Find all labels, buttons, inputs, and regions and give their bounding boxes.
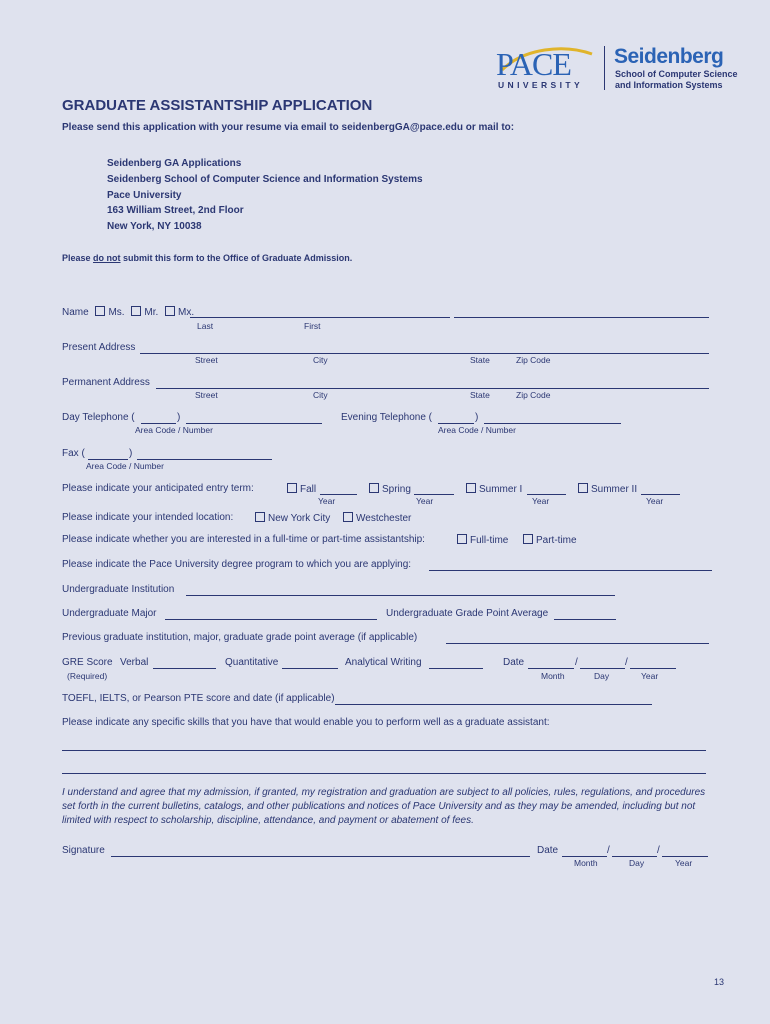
address-line-1: Seidenberg GA Applications bbox=[107, 158, 242, 169]
permanent-state-caption: State bbox=[470, 390, 490, 400]
day-phone-label: Day Telephone ( bbox=[62, 412, 135, 423]
summer1-label: Summer I bbox=[479, 484, 523, 495]
spring-checkbox[interactable] bbox=[369, 483, 379, 493]
part-time-checkbox[interactable] bbox=[523, 534, 533, 544]
gre-quant-label: Quantitative bbox=[225, 657, 279, 668]
fax-number-field[interactable] bbox=[137, 447, 272, 460]
signature-label: Signature bbox=[62, 845, 105, 856]
signature-year-field[interactable] bbox=[662, 844, 708, 857]
pace-wordmark: PACE bbox=[496, 46, 571, 82]
ug-gpa-label: Undergraduate Grade Point Average bbox=[386, 608, 549, 619]
gre-slash-2: / bbox=[625, 657, 628, 668]
pace-logo bbox=[494, 44, 594, 90]
ug-major-field[interactable] bbox=[165, 607, 377, 620]
full-time-checkbox[interactable] bbox=[457, 534, 467, 544]
degree-field[interactable] bbox=[429, 558, 712, 571]
spring-year-field[interactable] bbox=[414, 482, 454, 495]
degree-label: Please indicate the Pace University degree program to which you are applying: bbox=[62, 559, 412, 570]
gre-month-caption: Month bbox=[541, 671, 565, 681]
gre-month-field[interactable] bbox=[528, 656, 574, 669]
mx-label: Mx. bbox=[178, 307, 195, 318]
signature-date-label: Date bbox=[537, 845, 559, 856]
summer1-year-field[interactable] bbox=[527, 482, 566, 495]
last-name-field[interactable] bbox=[190, 305, 450, 318]
present-state-caption: State bbox=[470, 355, 490, 365]
notice-post: submit this form to the Office of Graduate Admission. bbox=[120, 253, 353, 263]
fall-checkbox[interactable] bbox=[287, 483, 297, 493]
signature-field[interactable] bbox=[111, 844, 530, 857]
agreement-text: I understand and agree that my admission, if granted, my registration and graduation are subject to all policies, rules, regulations, and procedures set forth in the current bulletins, catalogs, and other publications and notices of Pace University and as they may be amended, including but not limited with respect to scholarship, discipline, attendance, and payment or abatement of fees. bbox=[62, 787, 706, 826]
seidenberg-wordmark: Seidenberg bbox=[614, 45, 724, 68]
gre-required-caption: (Required) bbox=[67, 671, 108, 681]
location-label: Please indicate your intended location: bbox=[62, 512, 234, 523]
gre-day-field[interactable] bbox=[580, 656, 625, 669]
summer2-option bbox=[578, 483, 637, 495]
intro-text: Please send this application with your resume via email to seidenbergGA@pace.edu or mail to: bbox=[62, 122, 515, 133]
skills-label: Please indicate any specific skills that you have that would enable you to perform well as a graduate assistant: bbox=[62, 717, 550, 728]
first-caption: First bbox=[304, 321, 321, 331]
permanent-address-label: Permanent Address bbox=[62, 377, 150, 388]
gre-writing-field[interactable] bbox=[429, 656, 483, 669]
fall-label: Fall bbox=[300, 484, 317, 495]
gre-verbal-label: Verbal bbox=[120, 657, 149, 668]
logo-divider bbox=[604, 46, 605, 90]
evening-phone-caption: Area Code / Number bbox=[438, 425, 516, 435]
summer1-option bbox=[466, 483, 522, 495]
summer2-label: Summer II bbox=[591, 484, 638, 495]
fall-year-field[interactable] bbox=[320, 482, 357, 495]
signature-slash-2: / bbox=[657, 845, 660, 856]
spring-label: Spring bbox=[382, 484, 411, 495]
signature-month-field[interactable] bbox=[562, 844, 607, 857]
gre-label: GRE Score bbox=[62, 657, 113, 668]
fall-option bbox=[287, 483, 316, 495]
summer2-checkbox[interactable] bbox=[578, 483, 588, 493]
address-line-3: Pace University bbox=[107, 190, 182, 201]
gre-writing-label: Analytical Writing bbox=[345, 657, 422, 668]
evening-phone-paren: ) bbox=[475, 412, 479, 423]
summer2-year-caption: Year bbox=[646, 496, 664, 506]
prev-grad-field[interactable] bbox=[446, 631, 709, 644]
mr-label: Mr. bbox=[144, 307, 159, 318]
part-time-label: Part-time bbox=[536, 535, 577, 546]
skills-field-line-2[interactable] bbox=[62, 761, 706, 774]
gre-date-label: Date bbox=[503, 657, 525, 668]
first-name-field[interactable] bbox=[454, 305, 709, 318]
signature-year-caption: Year bbox=[675, 858, 693, 868]
page-number: 13 bbox=[714, 977, 725, 987]
nyc-option bbox=[255, 512, 330, 524]
summer1-year-caption: Year bbox=[532, 496, 550, 506]
present-street-caption: Street bbox=[195, 355, 218, 365]
fax-label: Fax ( bbox=[62, 448, 85, 459]
ug-institution-label: Undergraduate Institution bbox=[62, 584, 175, 595]
fax-caption: Area Code / Number bbox=[86, 461, 164, 471]
name-label: Name bbox=[62, 307, 89, 318]
westchester-option bbox=[343, 512, 411, 524]
gre-verbal-field[interactable] bbox=[153, 656, 216, 669]
name-row bbox=[62, 306, 194, 318]
day-phone-number-field[interactable] bbox=[186, 411, 322, 424]
evening-phone-number-field[interactable] bbox=[484, 411, 621, 424]
prev-grad-label: Previous graduate institution, major, graduate grade point average (if applicable) bbox=[62, 632, 418, 643]
full-time-option bbox=[457, 534, 508, 546]
signature-day-caption: Day bbox=[629, 858, 645, 868]
signature-slash-1: / bbox=[607, 845, 610, 856]
permanent-city-caption: City bbox=[313, 390, 328, 400]
spring-option bbox=[369, 483, 411, 495]
fax-area-field[interactable] bbox=[88, 447, 128, 460]
permanent-zip-caption: Zip Code bbox=[516, 390, 551, 400]
notice-text bbox=[62, 253, 352, 263]
university-wordmark: UNIVERSITY bbox=[498, 80, 584, 90]
ms-label: Ms. bbox=[108, 307, 125, 318]
present-address-field[interactable] bbox=[140, 341, 709, 354]
day-phone-caption: Area Code / Number bbox=[135, 425, 213, 435]
present-zip-caption: Zip Code bbox=[516, 355, 551, 365]
gre-day-caption: Day bbox=[594, 671, 610, 681]
fall-year-caption: Year bbox=[318, 496, 336, 506]
signature-day-field[interactable] bbox=[612, 844, 657, 857]
mr-checkbox[interactable] bbox=[131, 306, 141, 316]
day-phone-area-field[interactable] bbox=[141, 411, 176, 424]
evening-phone-label: Evening Telephone ( bbox=[341, 412, 432, 423]
gre-year-caption: Year bbox=[641, 671, 659, 681]
evening-phone-area-field[interactable] bbox=[438, 411, 474, 424]
assistantship-label: Please indicate whether you are interested in a full-time or part-time assistantship: bbox=[62, 534, 425, 545]
address-line-2: Seidenberg School of Computer Science and Information Systems bbox=[107, 174, 423, 185]
fax-paren: ) bbox=[129, 448, 133, 459]
day-phone-paren: ) bbox=[177, 412, 181, 423]
full-time-label: Full-time bbox=[470, 535, 509, 546]
address-line-4: 163 William Street, 2nd Floor bbox=[107, 205, 244, 216]
ug-institution-field[interactable] bbox=[186, 583, 615, 596]
summer2-year-field[interactable] bbox=[641, 482, 680, 495]
gre-year-field[interactable] bbox=[630, 656, 676, 669]
nyc-checkbox[interactable] bbox=[255, 512, 265, 522]
school-subtitle-2: and Information Systems bbox=[615, 80, 723, 90]
ug-major-label: Undergraduate Major bbox=[62, 608, 157, 619]
toefl-field[interactable] bbox=[335, 692, 652, 705]
mx-checkbox[interactable] bbox=[165, 306, 175, 316]
gre-slash-1: / bbox=[575, 657, 578, 668]
present-address-label: Present Address bbox=[62, 342, 136, 353]
skills-field-line-1[interactable] bbox=[62, 738, 706, 751]
address-line-5: New York, NY 10038 bbox=[107, 221, 202, 232]
ms-checkbox[interactable] bbox=[95, 306, 105, 316]
ug-gpa-field[interactable] bbox=[554, 607, 616, 620]
summer1-checkbox[interactable] bbox=[466, 483, 476, 493]
nyc-label: New York City bbox=[268, 513, 331, 524]
permanent-address-field[interactable] bbox=[156, 376, 709, 389]
part-time-option bbox=[523, 534, 577, 546]
school-subtitle-1: School of Computer Science bbox=[615, 69, 738, 79]
gre-quant-field[interactable] bbox=[282, 656, 338, 669]
signature-month-caption: Month bbox=[574, 858, 598, 868]
last-caption: Last bbox=[197, 321, 214, 331]
spring-year-caption: Year bbox=[416, 496, 434, 506]
westchester-checkbox[interactable] bbox=[343, 512, 353, 522]
page-title: GRADUATE ASSISTANTSHIP APPLICATION bbox=[62, 97, 373, 114]
permanent-street-caption: Street bbox=[195, 390, 218, 400]
present-city-caption: City bbox=[313, 355, 328, 365]
notice-pre: Please bbox=[62, 253, 94, 263]
toefl-label: TOEFL, IELTS, or Pearson PTE score and date (if applicable) bbox=[62, 693, 335, 704]
entry-term-label: Please indicate your anticipated entry term: bbox=[62, 483, 254, 494]
westchester-label: Westchester bbox=[356, 513, 412, 524]
notice-emphasis: do not bbox=[93, 253, 121, 263]
